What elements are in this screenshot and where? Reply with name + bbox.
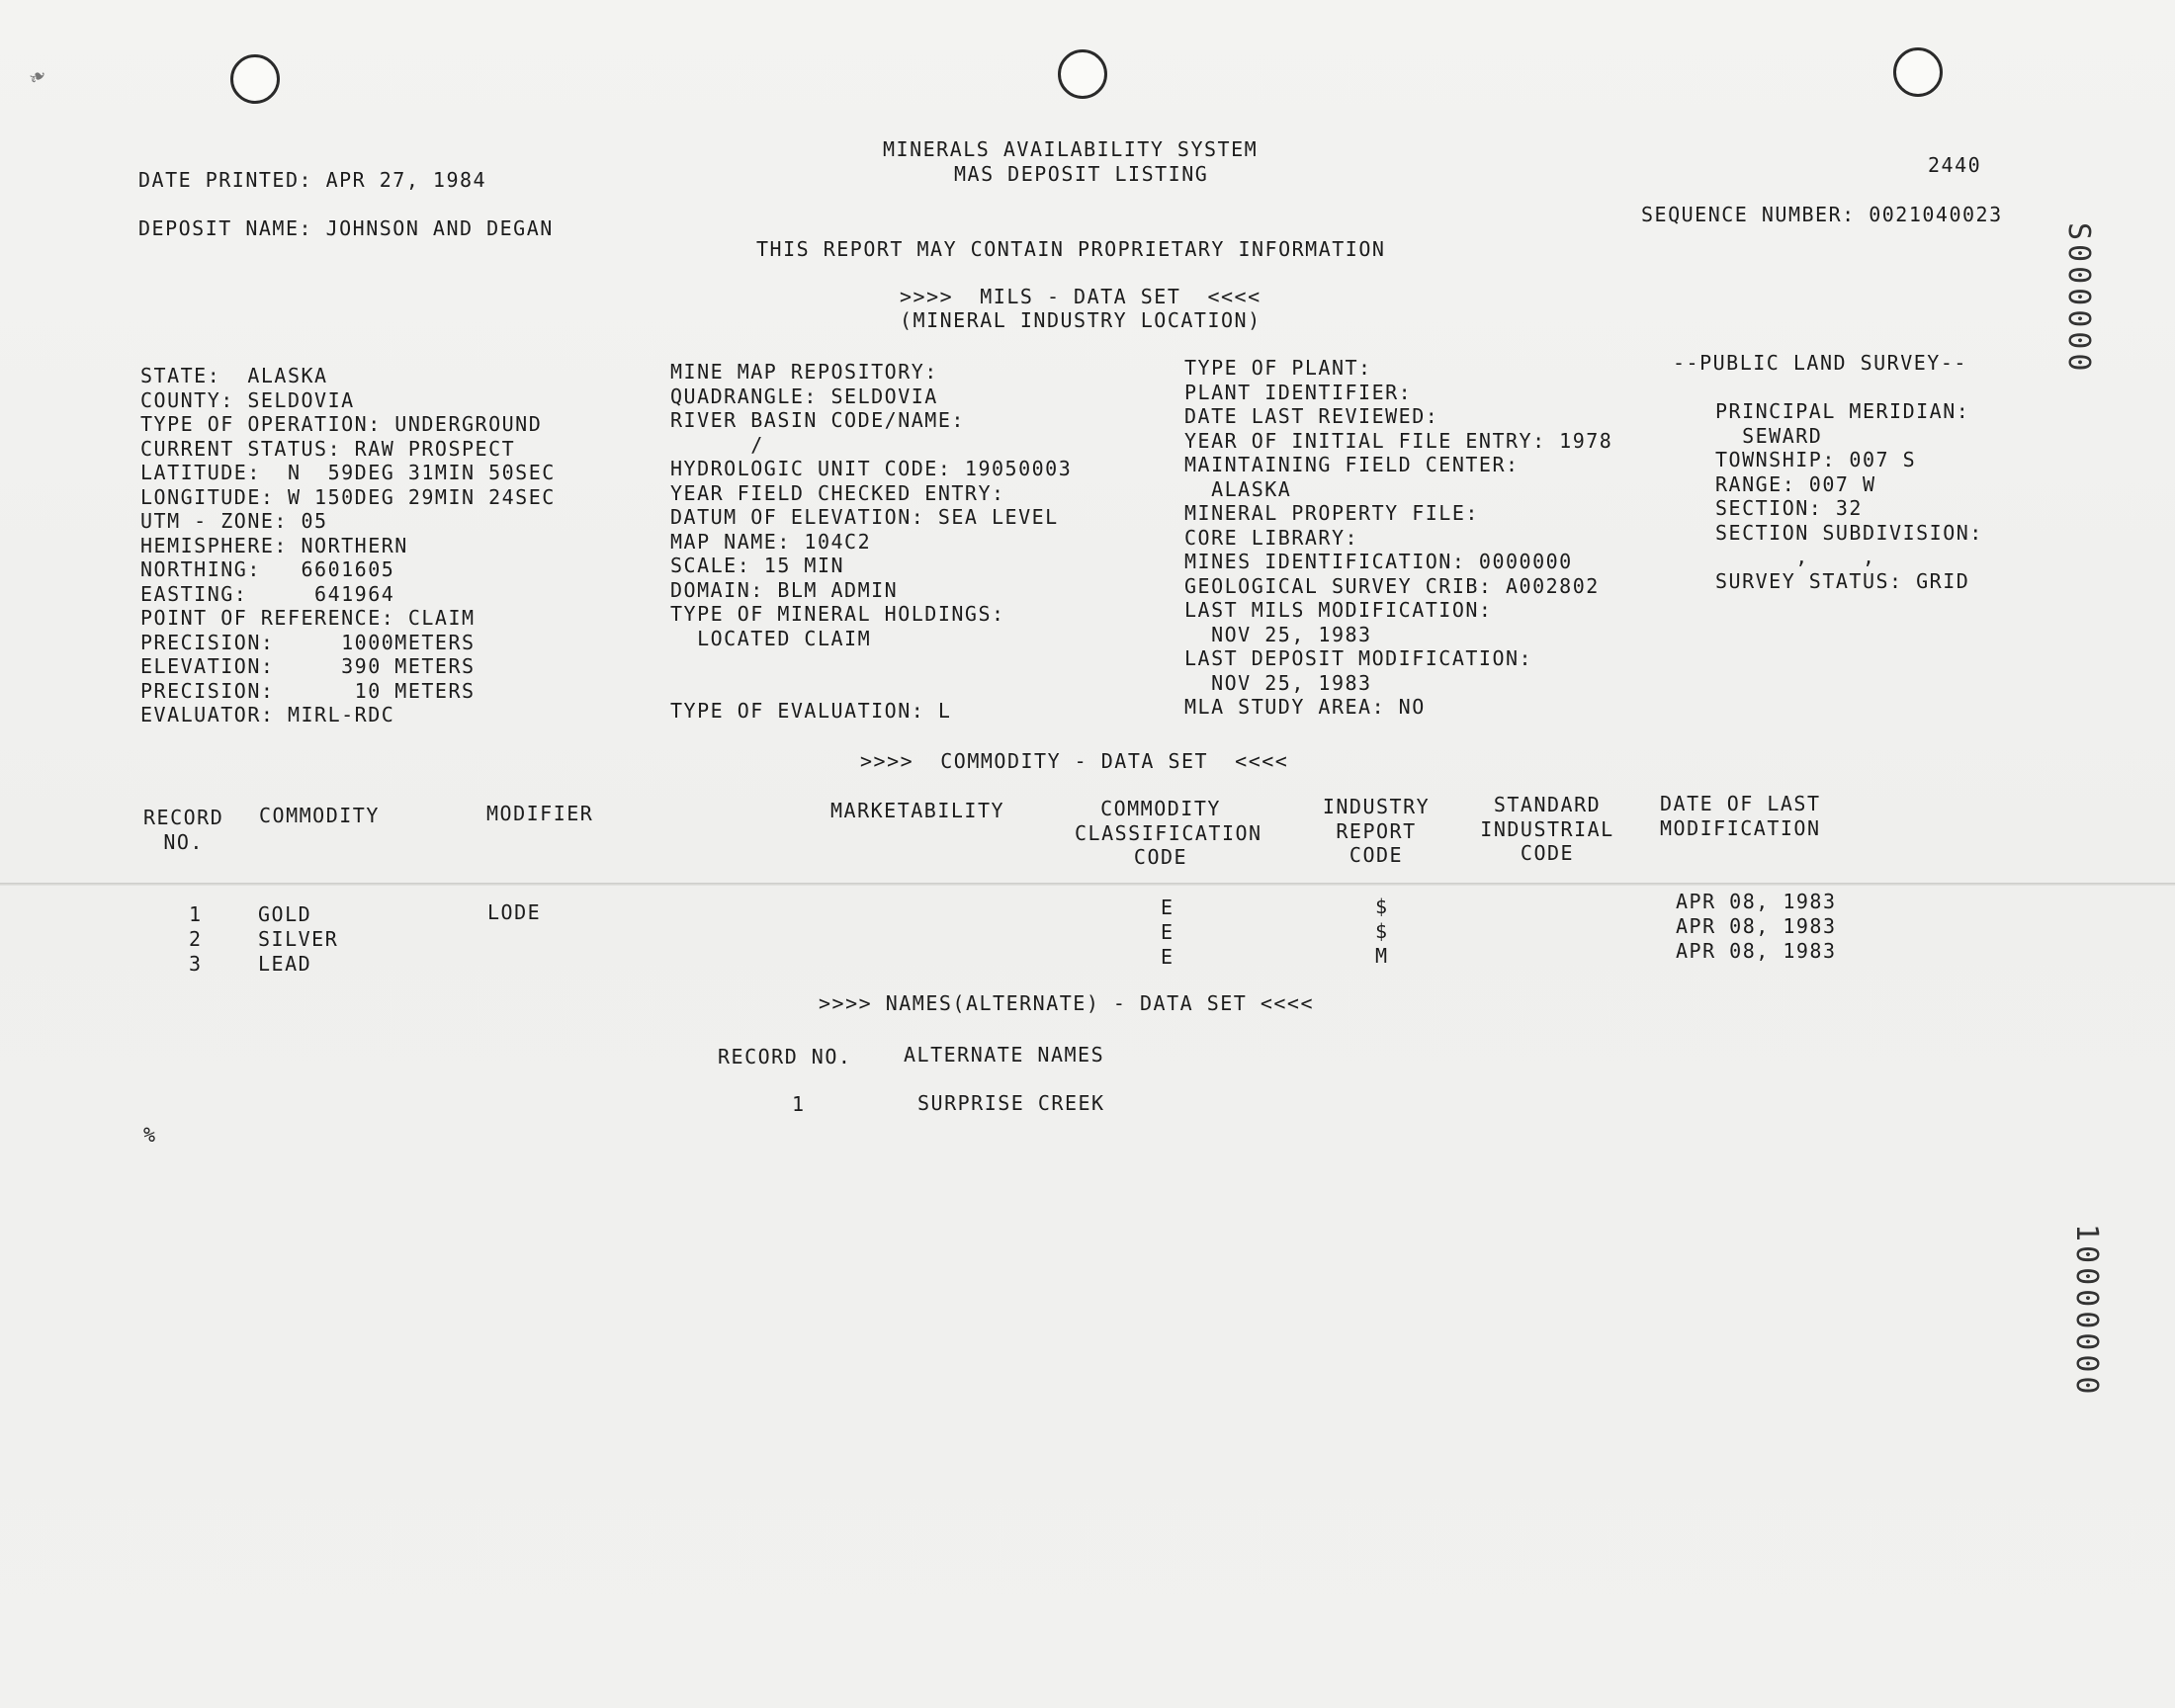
punch-hole-icon xyxy=(1893,47,1943,97)
proprietary-notice: THIS REPORT MAY CONTAIN PROPRIETARY INFORMATION xyxy=(756,237,1386,261)
mils-field: LONGITUDE: W 150DEG 29MIN 24SEC xyxy=(140,484,556,509)
mils-field: GEOLOGICAL SURVEY CRIB: A002802 xyxy=(1184,573,1600,598)
mils-field: LAST MILS MODIFICATION: xyxy=(1184,598,1493,622)
survey-field: SECTION: 32 xyxy=(1715,496,1863,520)
mils-field: MINE MAP REPOSITORY: xyxy=(670,360,938,384)
col-header-classification: COMMODITY CLASSIFICATION CODE xyxy=(1075,797,1262,869)
mils-field: TYPE OF OPERATION: UNDERGROUND xyxy=(140,412,543,436)
mils-field: MLA STUDY AREA: NO xyxy=(1184,695,1426,719)
mils-subheading: (MINERAL INDUSTRY LOCATION) xyxy=(900,308,1262,332)
mils-field: YEAR OF INITIAL FILE ENTRY: 1978 xyxy=(1184,428,1613,453)
mils-field: NORTHING: 6601605 xyxy=(140,557,395,581)
mils-field: LATITUDE: N 59DEG 31MIN 50SEC xyxy=(140,461,556,484)
deposit-name xyxy=(138,216,554,240)
mils-column-1 xyxy=(140,364,556,727)
mils-field: HYDROLOGIC UNIT CODE: 19050003 xyxy=(670,457,1073,480)
sequence-label: SEQUENCE NUMBER: xyxy=(1641,203,1856,226)
margin-stamp-top: S000000 xyxy=(2061,222,2096,376)
mils-field: MINES IDENTIFICATION: 0000000 xyxy=(1184,550,1573,573)
mils-field: ELEVATION: 390 METERS xyxy=(140,654,476,678)
mils-field: LAST DEPOSIT MODIFICATION: xyxy=(1184,646,1533,670)
deposit-name-value: JOHNSON AND DEGAN xyxy=(325,216,554,240)
mils-field: EASTING: 641964 xyxy=(140,581,395,606)
mils-field xyxy=(670,650,1072,675)
mils-field: YEAR FIELD CHECKED ENTRY: xyxy=(670,480,1005,505)
col-header-record-no: RECORD NO. xyxy=(143,806,224,854)
mils-field: TYPE OF MINERAL HOLDINGS: xyxy=(670,602,1005,626)
mils-field xyxy=(670,675,1072,700)
mils-field: PLANT IDENTIFIER: xyxy=(1184,380,1413,404)
mils-field: QUADRANGLE: SELDOVIA xyxy=(670,384,938,408)
mils-column-3 xyxy=(1184,356,1612,720)
mils-field: ALASKA xyxy=(1184,476,1292,501)
mils-field: PRECISION: 10 METERS xyxy=(140,678,476,703)
date-printed-value: APR 27, 1984 xyxy=(325,168,487,192)
mils-field: PRECISION: 1000METERS xyxy=(140,630,476,654)
deposit-name-label: DEPOSIT NAME: xyxy=(138,216,313,240)
col-header-industry-report: INDUSTRY REPORT CODE xyxy=(1322,795,1431,867)
mils-field: NOV 25, 1983 xyxy=(1184,622,1372,646)
margin-stamp-bottom: 10000000 xyxy=(2069,1224,2104,1399)
mils-field: DATUM OF ELEVATION: SEA LEVEL xyxy=(670,505,1059,529)
mils-field: STATE: ALASKA xyxy=(140,364,328,387)
scribble-mark: ❧ xyxy=(23,59,52,93)
survey-field: RANGE: 007 W xyxy=(1715,471,1876,496)
punch-hole-icon xyxy=(1058,49,1107,99)
mils-field: POINT OF REFERENCE: CLAIM xyxy=(140,606,476,630)
mils-field: TYPE OF EVALUATION: L xyxy=(670,699,952,723)
survey-field: SECTION SUBDIVISION: xyxy=(1715,520,1983,545)
col-header-last-modification: DATE OF LAST MODIFICATION xyxy=(1660,792,1821,840)
public-land-survey-block xyxy=(1715,399,1983,593)
punch-hole-icon xyxy=(230,54,280,104)
survey-field: TOWNSHIP: 007 S xyxy=(1715,448,1917,471)
mils-field: DATE LAST REVIEWED: xyxy=(1184,404,1439,428)
names-alternate-label: ALTERNATE NAMES xyxy=(904,1043,1105,1067)
names-record-label: RECORD NO. xyxy=(718,1045,852,1068)
mils-field: HEMISPHERE: NORTHERN xyxy=(140,533,408,557)
mils-field: MAP NAME: 104C2 xyxy=(670,529,872,554)
mils-field: MINERAL PROPERTY FILE: xyxy=(1184,501,1479,525)
system-title: MINERALS AVAILABILITY SYSTEM xyxy=(883,137,1259,161)
mils-field: LOCATED CLAIM xyxy=(670,626,872,650)
col-header-modifier: MODIFIER xyxy=(486,802,594,825)
mils-field: RIVER BASIN CODE/NAME: xyxy=(670,408,965,432)
mils-field: MAINTAINING FIELD CENTER: xyxy=(1184,453,1520,476)
survey-field: SURVEY STATUS: GRID xyxy=(1715,568,1970,593)
survey-field: PRINCIPAL MERIDIAN: xyxy=(1715,399,1970,423)
names-heading: >>>> NAMES(ALTERNATE) - DATA SET <<<< xyxy=(819,991,1315,1015)
mils-field: EVALUATOR: MIRL-RDC xyxy=(140,703,395,726)
date-printed xyxy=(138,168,486,192)
mils-field: SCALE: 15 MIN xyxy=(670,554,845,577)
page-code: 2440 xyxy=(1928,153,1982,177)
mils-heading: >>>> MILS - DATA SET <<<< xyxy=(900,285,1262,308)
report-page: ❧ MINERALS AVAILABILITY SYSTEM MAS DEPOSIT LISTING 2440 DATE PRINTED: APR 27, 1984 DEPOSIT NAME: JOHNSON AND DEGAN SEQUENCE NUMBER: 0021040023 THIS REPORT MAY CONTAIN PROPRIETARY INFORMATION >>>> MILS - DATA SET <<<< (MINERAL INDUSTRY LOCATION) STATE: ALASKA COUNTY: SELDOVIA TYPE OF OPERATION: UNDERGROUND CURRENT STATUS: RAW PROSPECT LATITUDE: N 59DEG 31MIN 50SEC LONGITUDE: W 150DEG 29MIN 24SEC UTM - ZONE: 05 HEMISPHERE: NORTHERN NORTHING: 6601605 EASTING: 641964 POINT OF REFERENCE: CLAIM PRECISION: 1000METERS ELEVATION: 390 METERS PRECISION: 10 METERS EVALUATOR: MIRL-RDC MINE MAP REPOSITORY: QUADRANGLE: SELDOVIA RIVER BASIN CODE/NAME: / HYDROLOGIC UNIT CODE: 19050003 YEAR FIELD CHECKED ENTRY: DATUM OF ELEVATION: SEA LEVEL MAP NAME: 104C2 SCALE: 15 MIN DOMAIN: BLM ADMIN TYPE OF MINERAL HOLDINGS: LOCATED CLAIM TYPE OF EVALUATION: L TYPE OF PLANT: PLANT IDENTIFIER: DATE LAST REVIEWED: YEAR OF INITIAL FILE ENTRY: 1978 MAINTAINING FIELD CENTER: ALASKA MINERAL PROPERTY FILE: CORE LIBRARY: MINES IDENTIFICATION: 0000000 GEOLOGICAL SURVEY CRIB: A002802 LAST MILS MODIFICATION: NOV 25, 1983 LAST DEPOSIT MODIFICATION: NOV 25, 1983 MLA STUDY AREA: NO --PUBLIC LAND SURVEY-- PRINCIPAL MERIDIAN: SEWARD TOWNSHIP: 007 S RANGE: 007 W SECTION: 32 SECTION SUBDIVISION: , , SURVEY STATUS: GRID >>>> COMMODITY - DATA SET <<<< RECORD NO. COMMODITY MODIFIER MARKETABILITY COMMODITY CLASSIFICATION CODE INDUSTRY REPORT CODE STANDARD INDUSTRIAL CODE DATE OF LAST MODIFICATION 1 GOLD LODE E $ APR 08, 1983 2 SILVER E $ APR 08, 1983 3 LEAD E M APR 08, 1983 >>>> NAMES(ALTERNATE) - DATA SET <<<< RECORD NO. ALTERNATE NAMES 1 SURPRISE CREEK % S000000 10000000 xyxy=(0,0,2175,1708)
page-fold-line xyxy=(0,883,2175,886)
mils-field: CURRENT STATUS: RAW PROSPECT xyxy=(140,436,516,461)
col-header-standard-industrial: STANDARD INDUSTRIAL CODE xyxy=(1480,793,1614,865)
sequence-value: 0021040023 xyxy=(1869,203,2003,226)
public-land-survey-heading: --PUBLIC LAND SURVEY-- xyxy=(1673,351,1967,375)
mils-field: DOMAIN: BLM ADMIN xyxy=(670,577,899,602)
mils-field: UTM - ZONE: 05 xyxy=(140,509,328,533)
mils-field: TYPE OF PLANT: xyxy=(1184,356,1372,380)
mils-field: / xyxy=(670,432,764,457)
date-printed-label: DATE PRINTED: xyxy=(138,168,313,192)
mils-field: CORE LIBRARY: xyxy=(1184,525,1359,550)
end-mark: % xyxy=(143,1123,157,1147)
mils-field: COUNTY: SELDOVIA xyxy=(140,387,355,412)
mils-field: NOV 25, 1983 xyxy=(1184,670,1372,695)
survey-field: SEWARD xyxy=(1715,423,1823,448)
mils-column-2 xyxy=(670,360,1072,724)
sequence-number xyxy=(1641,203,2003,226)
survey-field: , , xyxy=(1715,545,1876,568)
commodity-heading: >>>> COMMODITY - DATA SET <<<< xyxy=(860,749,1289,773)
col-header-marketability: MARKETABILITY xyxy=(830,799,1005,822)
col-header-commodity: COMMODITY xyxy=(259,804,380,827)
listing-title: MAS DEPOSIT LISTING xyxy=(954,162,1209,186)
